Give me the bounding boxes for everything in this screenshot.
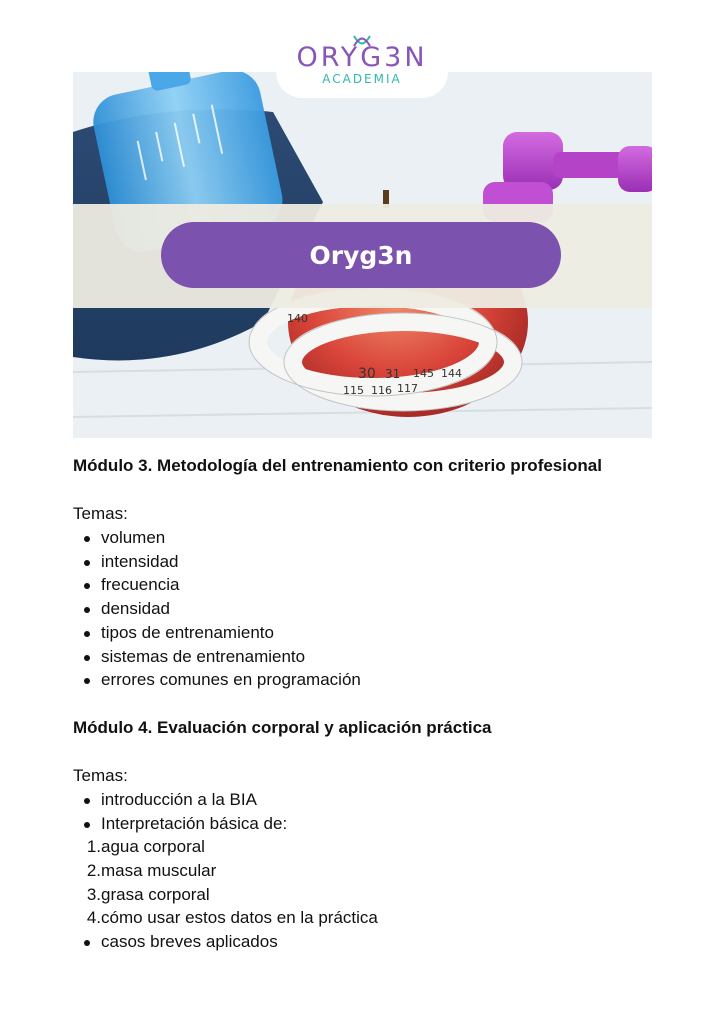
topics-list	[73, 526, 653, 692]
topics-list	[73, 788, 653, 835]
topics-label: Temas:	[73, 765, 128, 785]
list-item: tipos de entrenamiento	[73, 621, 653, 645]
list-item: Interpretación básica de:	[73, 812, 653, 836]
tape-number: 140	[287, 312, 308, 325]
item-text: grasa corporal	[101, 884, 210, 904]
list-item: casos breves aplicados	[73, 930, 653, 954]
list-item: intensidad	[73, 550, 653, 574]
tape-number: 30	[358, 366, 376, 382]
tape-number: 115	[343, 384, 364, 397]
list-item: volumen	[73, 526, 653, 550]
numbered-item	[73, 906, 653, 930]
logo-subtitle: ACADEMIA	[322, 72, 402, 86]
topics-label: Temas:	[73, 504, 128, 523]
list-item: densidad	[73, 597, 653, 621]
module-title: Módulo 4. Evaluación corporal y aplicación práctica	[73, 717, 492, 737]
item-number: 1.	[86, 837, 101, 857]
module-title: Módulo 3. Metodología del entrenamiento con criterio profesional	[73, 456, 602, 475]
numbered-list	[73, 835, 653, 930]
numbered-item	[73, 835, 653, 859]
module-4	[73, 716, 653, 954]
item-number: 3.	[86, 884, 101, 904]
tape-number: 144	[441, 367, 462, 380]
list-item: introducción a la BIA	[73, 788, 653, 812]
numbered-item	[73, 859, 653, 883]
tape-number: 31	[385, 367, 401, 381]
item-text: cómo usar estos datos en la práctica	[101, 908, 378, 928]
tape-number: 117	[397, 382, 418, 395]
item-number: 2.	[86, 861, 101, 881]
logo-wordmark: ORYG3N	[296, 42, 428, 73]
list-item: frecuencia	[73, 573, 653, 597]
dna-helix-icon	[350, 34, 374, 48]
course-content	[73, 454, 653, 954]
banner-band	[73, 204, 652, 308]
tape-number: 116	[371, 384, 392, 397]
list-item: sistemas de entrenamiento	[73, 645, 653, 669]
item-number: 4.	[86, 908, 101, 928]
banner-pill: Oryg3n	[161, 222, 561, 288]
module-3	[73, 454, 653, 692]
item-text: masa muscular	[101, 861, 217, 881]
tape-number: 145	[413, 367, 434, 380]
item-text: agua corporal	[101, 837, 205, 857]
list-item: errores comunes en programación	[73, 668, 653, 692]
numbered-item	[73, 883, 653, 907]
brand-logo	[276, 30, 448, 98]
topics-list	[73, 930, 653, 954]
